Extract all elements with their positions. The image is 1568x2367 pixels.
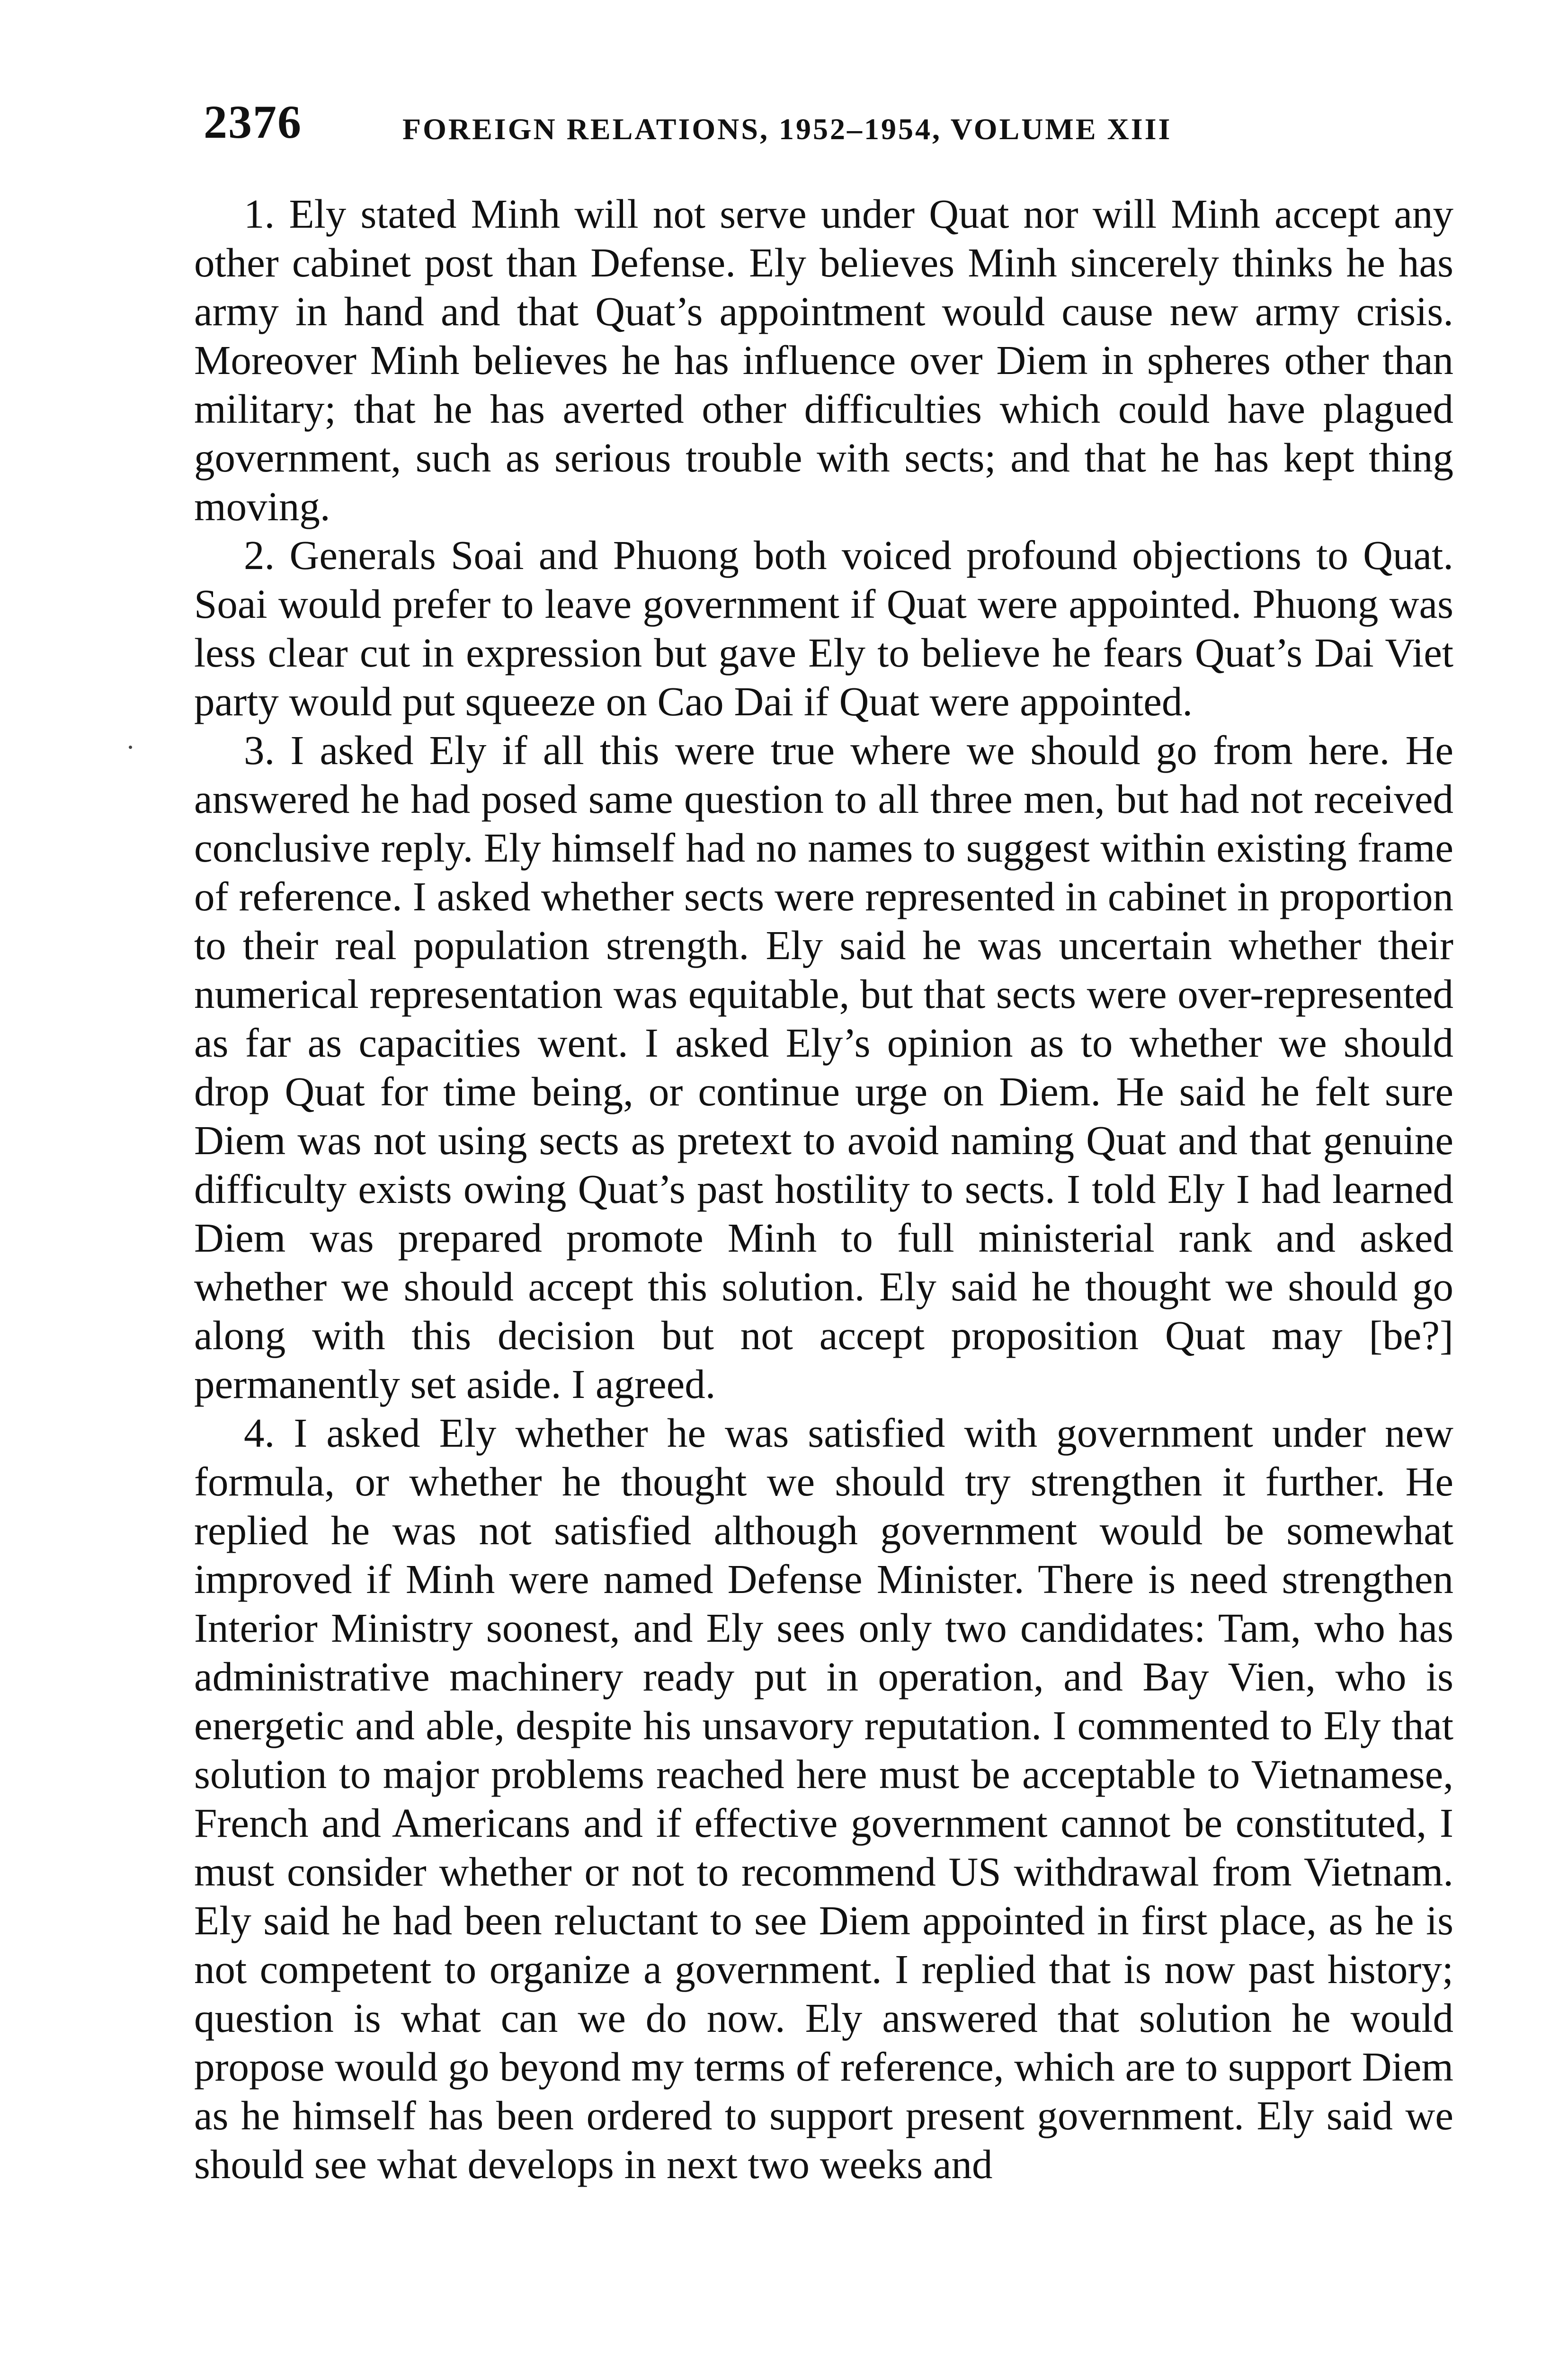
page-number: 2376: [204, 96, 302, 148]
running-head: [204, 95, 1269, 156]
paragraph-1: 1. Ely stated Minh will not serve under Quat nor will Minh accept any other cabinet post than Defense. Ely believes Minh sincerely thinks he has army in hand and that Quat’s appointment would cause new army crisis. Moreover Minh believes he has influence over Diem in spheres other than military; that he has averted other difficulties which could have plagued government, such as serious trouble with sects; and that he has kept thing moving.: [194, 191, 1453, 529]
scan-speck: [129, 746, 132, 749]
body-text: [194, 189, 1453, 2189]
paragraph-2: 2. Generals Soai and Phuong both voiced profound objections to Quat. Soai would prefer to leave government if Quat were appointed. Phuong was less clear cut in expression but gave Ely to believe he fears Quat’s Dai Viet party would put squeeze on Cao Dai if Quat were appointed.: [194, 532, 1453, 724]
paragraph-3: 3. I asked Ely if all this were true where we should go from here. He answered he had posed same question to all three men, but had not received conclusive reply. Ely himself had no names to suggest within existing frame of reference. I asked whether sects were represented in cabinet in proportion to their real population strength. Ely said he was uncertain whether their numerical representation was equitable, but that sects were over-represented as far as capacities went. I asked Ely’s opinion as to whether we should drop Quat for time being, or continue urge on Diem. He said he felt sure Diem was not using sects as pretext to avoid naming Quat and that genuine difficulty exists owing Quat’s past hostility to sects. I told Ely I had learned Diem was prepared promote Minh to full ministerial rank and asked whether we should accept this solution. Ely said he thought we should go along with this decision but not accept proposition Quat may [be?] permanently set aside. I agreed.: [194, 727, 1453, 1407]
paragraph-4: 4. I asked Ely whether he was satisfied with government under new formula, or whether he thought we should try strengthen it further. He replied he was not satisfied although government would be somewhat improved if Minh were named Defense Minister. There is need strengthen Interior Ministry soonest, and Ely sees only two candidates: Tam, who has administrative machinery ready put in operation, and Bay Vien, who is energetic and able, despite his unsavory reputation. I commented to Ely that solution to major problems reached here must be acceptable to Vietnamese, French and Americans and if effective government cannot be constituted, I must consider whether or not to recommend US withdrawal from Vietnam. Ely said he had been reluctant to see Diem appointed in first place, as he is not competent to organize a government. I replied that is now past history; question is what can we do now. Ely answered that solution he would propose would go beyond my terms of reference, which are to support Diem as he himself has been ordered to support present government. Ely said we should see what develops in next two weeks and: [194, 1410, 1453, 2187]
running-head-title: FOREIGN RELATIONS, 1952–1954, VOLUME XIII: [402, 112, 1172, 146]
